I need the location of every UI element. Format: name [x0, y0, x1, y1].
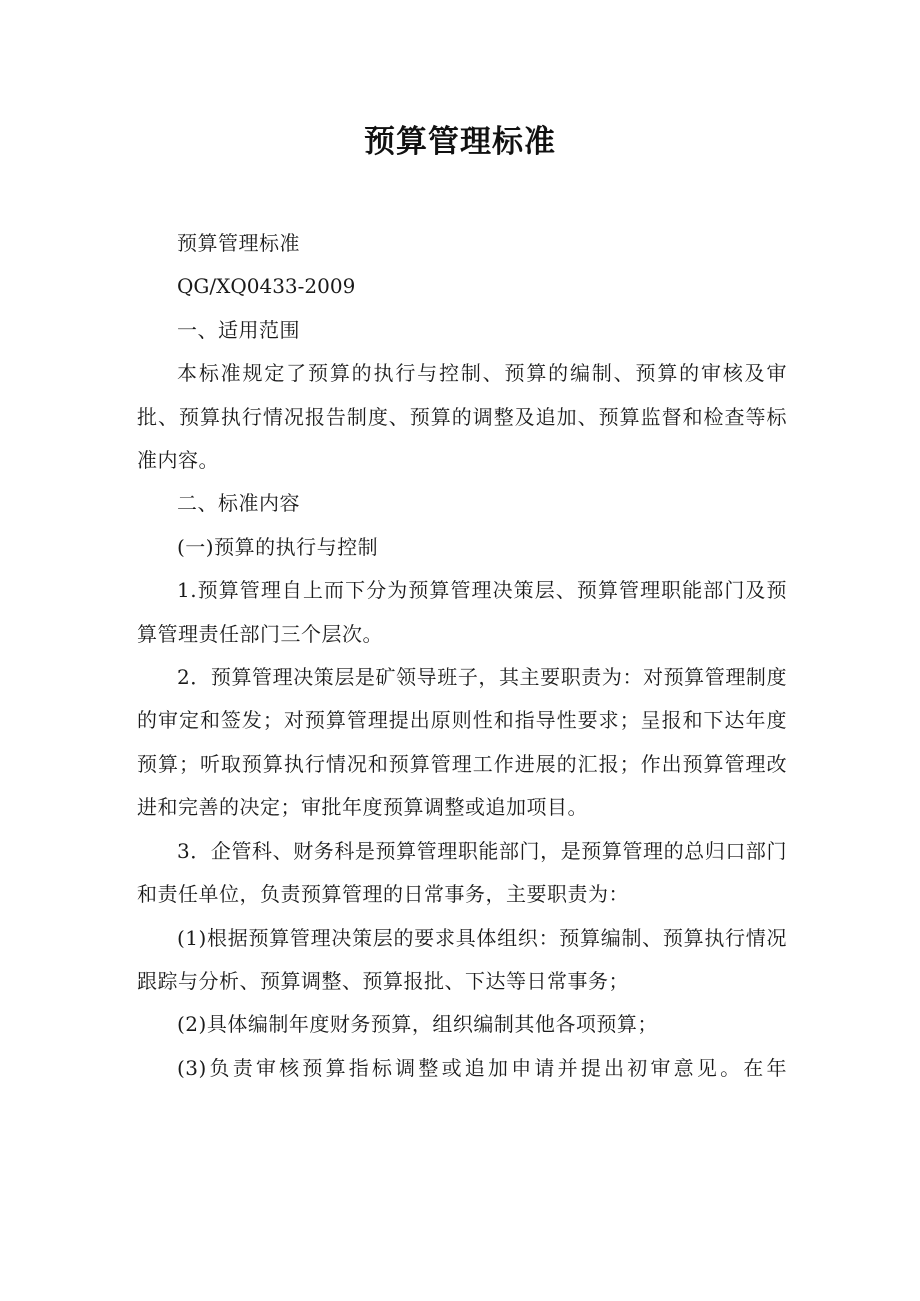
section-heading-scope: 一、适用范围	[177, 317, 300, 342]
paragraph-item-3: 3．企管科、财务科是预算管理职能部门，是预算管理的总归口部门和责任单位，负责预算管理的日常事务，主要职责为：	[137, 838, 787, 907]
paragraph-subitem-3: (3)负责审核预算指标调整或追加申请并提出初审意见。在年	[177, 1055, 787, 1080]
document-title: 预算管理标准	[364, 124, 556, 160]
paragraph-scope: 本标准规定了预算的执行与控制、预算的编制、预算的审核及审批、预算执行情况报告制度、预算的调整及追加、预算监督和检查等标准内容。	[137, 361, 787, 473]
paragraph-standard-code: QG/XQ0433-2009	[177, 274, 356, 299]
paragraph-item-1: 1.预算管理自上而下分为预算管理决策层、预算管理职能部门及预算管理责任部门三个层次。	[137, 578, 787, 646]
paragraph-item-2: 2．预算管理决策层是矿领导班子，其主要职责为：对预算管理制度的审定和签发；对预算管理提出原则性和指导性要求；呈报和下达年度预算；听取预算执行情况和预算管理工作进展的汇报；作出预算管理改进和完善的决定；审批年度预算调整或追加项目。	[137, 665, 787, 820]
subsection-heading-execution: (一)预算的执行与控制	[177, 534, 379, 559]
paragraph-subtitle: 预算管理标准	[177, 231, 300, 255]
paragraph-subitem-2: (2)具体编制年度财务预算，组织编制其他各项预算；	[177, 1012, 658, 1037]
document-body	[137, 222, 787, 1090]
paragraph-subitem-1: (1)根据预算管理决策层的要求具体组织：预算编制、预算执行情况跟踪与分析、预算调整、预算报批、下达等日常事务；	[137, 925, 787, 993]
section-heading-content: 二、标准内容	[177, 491, 300, 516]
